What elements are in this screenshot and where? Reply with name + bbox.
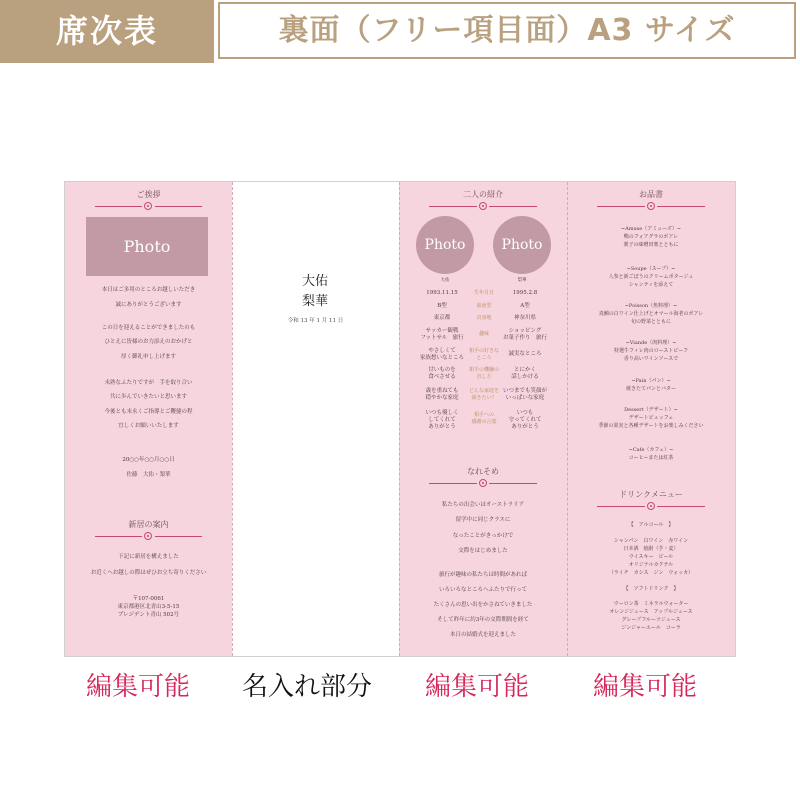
profile-item-label: 出身地 — [476, 315, 492, 321]
greeting-line: 未熟なふたりですが 手を取り合い — [104, 380, 193, 386]
greeting-line: 誠にありがとうございます — [115, 302, 182, 308]
story-line: 留学中に同じクラスに — [455, 517, 511, 523]
groom-name: 大佑 — [301, 274, 328, 289]
story-line: いろいろなところへふたりで行って — [438, 587, 527, 593]
story-title: なれそめ — [467, 467, 499, 476]
menu-course: Dessert（デザート）~ — [624, 407, 678, 413]
drink-item: グレープフルーツジュース — [621, 617, 681, 623]
profile-groom-value: 甘いものを 食べさせる — [428, 367, 456, 380]
editable-label: 編集可能 — [86, 672, 191, 702]
profile-bride-value: いつも 守ってくれて ありがとう — [508, 410, 542, 430]
drink-item: ジンジャーエール コーラ — [621, 625, 681, 631]
story-line: そして昨年に約3年の交際期間を経て — [437, 617, 529, 623]
story-line: たくさんの思い出をかさねていきました — [433, 602, 533, 608]
story-line: 本日の結婚式を迎えました — [449, 632, 516, 638]
ornament-divider — [597, 202, 705, 211]
ornament-divider — [95, 532, 202, 541]
profile-bride-value: 誠実なところ — [508, 351, 542, 357]
profile-groom-value: 歳を重ねても 穏やかな家庭 — [425, 388, 459, 401]
drink-item: オレンジジュース アップルジュース — [609, 609, 693, 615]
greeting-title: ご挨拶 — [136, 190, 161, 199]
header-right-label: 裏面（フリー項目面）A3 サイズ — [278, 13, 736, 48]
menu-title: お品書 — [639, 190, 663, 199]
greeting-line: ひとえに皆様のお力添えのおかげと — [104, 339, 193, 345]
profile-name-bride: 梨華 — [517, 278, 527, 283]
profile-groom-value: いつも優しく してくれて ありがとう — [425, 410, 459, 430]
menu-dish: 焼きたてパンとバター — [625, 386, 676, 392]
drink-menu-title: ドリンクメニュー — [619, 490, 683, 499]
ornament-divider — [95, 202, 202, 211]
menu-course: ~Viande（肉料理）~ — [625, 340, 677, 346]
wedding-date: 令和 13 年 1 月 11 日 — [287, 318, 344, 324]
editable-label: 編集可能 — [425, 672, 530, 702]
header-left-label: 席次表 — [55, 12, 158, 50]
drink-category: 【 アルコール 】 — [628, 522, 674, 528]
menu-course: ~Amuse（アミューズ）~ — [620, 226, 682, 232]
menu-dish: デザートビュッフェ — [628, 415, 674, 421]
greeting-line: 共に歩んでいきたいと思います — [109, 394, 187, 400]
new-home-line: お近くへお越しの際はぜひお立ち寄りください — [90, 570, 207, 576]
menu-dish: 真鯛の白ワイン仕上げとオマール海老のポアレ — [598, 311, 704, 317]
profile-groom-value: やさしくて 家族想いなところ — [419, 348, 464, 361]
address-line: プレジデント青山 502号 — [117, 612, 180, 618]
greeting-line: 宜しくお願いいたします — [118, 423, 179, 429]
menu-dish: 旬の野菜とともに — [630, 319, 671, 325]
profile-groom-value: 1993.11.15 — [426, 290, 458, 296]
drink-item: 日本酒 焼酎（芋・麦） — [623, 546, 679, 552]
ornament-divider — [429, 202, 537, 211]
new-home-line: 下記に新居を構えました — [118, 554, 179, 560]
profile-groom-value: B型 — [437, 303, 447, 309]
drink-item: オリジナルカクテル — [628, 562, 674, 568]
profile-bride-value: いつまでも笑顔が いっぱいな家庭 — [502, 388, 547, 401]
menu-dish: 栗子の味噌田楽とともに — [623, 242, 679, 248]
drink-category: 【 ソフトドリンク 】 — [623, 586, 679, 592]
profile-bride-value: 神奈川県 — [513, 315, 536, 321]
menu-course: ~Pain（パン）~ — [631, 378, 671, 384]
story-line: 交際をはじめました — [458, 548, 508, 554]
postal-code: 〒107-0061 — [132, 596, 165, 602]
profile-item-label: 相手の好きな ところ — [468, 348, 499, 361]
greeting-date: 20○○年○○月○○日 — [122, 457, 175, 463]
greeting-line: 本日はご多用のところお越しいただき — [101, 287, 196, 293]
profile-item-label: 相手の機嫌の 直し方 — [468, 367, 499, 380]
photo-placeholder-groom: Photo — [416, 216, 474, 274]
menu-course: ~Poisson（魚料理）~ — [624, 303, 678, 309]
address-line: 東京都港区北青山3-5-15 — [117, 604, 180, 610]
story-line: 旅行が趣味の私たちは時間があれば — [438, 572, 527, 578]
drink-item: シャンパン 白ワイン 赤ワイン — [613, 538, 689, 544]
drink-item: （ライチ カシス ジン ウォッカ） — [608, 570, 694, 576]
greeting-line: この日を迎えることができましたのも — [101, 325, 196, 331]
drink-item: ウーロン茶 ミネラルウォーター — [613, 601, 689, 607]
name-area-label: 名入れ部分 — [242, 672, 373, 702]
menu-dish: シャンティを添えて — [628, 282, 674, 288]
profile-bride-value: ショッピング お菓子作り 旅行 — [502, 328, 547, 341]
story-line: なったことがきっかけで — [452, 533, 514, 539]
ornament-divider — [597, 502, 705, 511]
profile-bride-value: A型 — [520, 303, 530, 309]
menu-dish: 季節の果実と各種デザートをお楽しみください — [598, 423, 704, 429]
profile-item-label: 相手への 感謝の言葉 — [471, 412, 497, 425]
menu-course: ~Soupe（スープ）~ — [626, 266, 676, 272]
panel-names — [232, 182, 399, 656]
menu-dish: コーヒーまたは紅茶 — [628, 455, 674, 461]
bride-name: 梨華 — [301, 294, 328, 309]
profile-item-label: 生年月日 — [473, 290, 494, 296]
menu-dish: 香り高いワインソースで — [623, 356, 679, 362]
fold-line — [399, 182, 400, 656]
fold-line — [232, 182, 233, 656]
photo-placeholder-bride: Photo — [493, 216, 551, 274]
menu-course: ~Cafe（カフェ）~ — [628, 447, 674, 453]
profile-title: 二人の紹介 — [463, 190, 503, 199]
ornament-divider — [429, 479, 537, 488]
profile-item-label: どんな家庭を 築きたい？ — [468, 388, 499, 401]
editable-label: 編集可能 — [593, 672, 698, 702]
greeting-line: 厚く御礼申し上げます — [120, 354, 176, 360]
profile-name-groom: 大佑 — [440, 278, 450, 283]
drink-item: ウイスキー ビール — [628, 554, 674, 560]
profile-bride-value: とにかく 話しかける — [511, 367, 539, 380]
greeting-signature: 佐藤 大佑・梨華 — [126, 472, 171, 478]
menu-dish: 特選牛フィレ肉のローストビーフ — [614, 348, 688, 354]
profile-item-label: 趣味 — [478, 331, 489, 337]
story-line: 私たちの出会いはオーストラリア — [441, 502, 525, 508]
profile-item-label: 血液型 — [476, 303, 492, 309]
profile-groom-value: 東京都 — [433, 315, 451, 321]
greeting-line: 今後とも末永くご指導とご鞭撻の程 — [104, 409, 193, 415]
photo-placeholder: Photo — [86, 217, 208, 276]
menu-dish: 鴨のフォアグラのポアレ — [623, 234, 679, 240]
profile-bride-value: 1995.2.8 — [512, 290, 538, 296]
profile-groom-value: サッカー観戦 フットサル 旅行 — [420, 328, 464, 341]
new-home-title: 新居の案内 — [128, 520, 169, 529]
menu-dish: 人参と新ごぼうのクリームポタージュ — [608, 274, 694, 280]
